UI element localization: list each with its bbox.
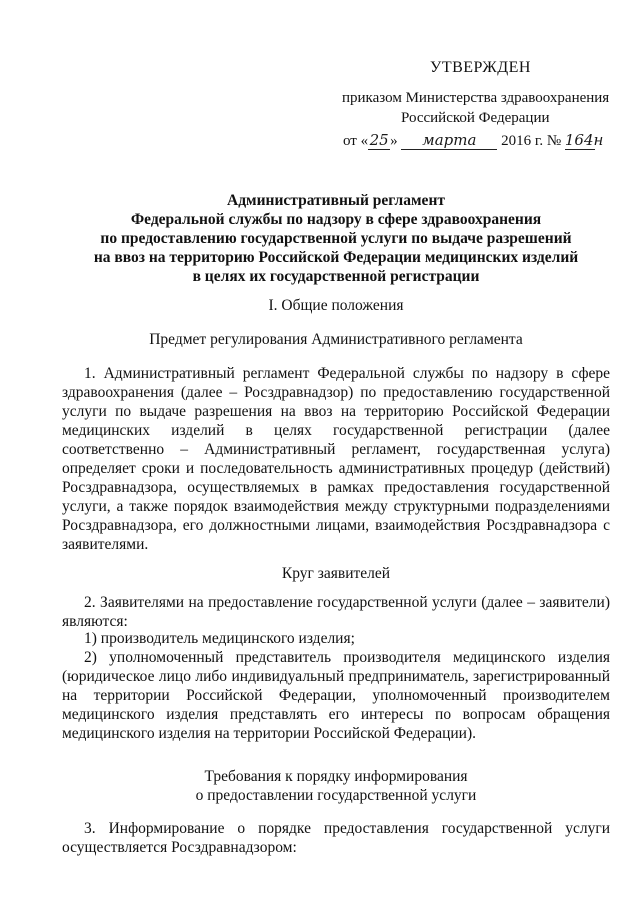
approval-ministry-line: приказом Министерства здравоохранения xyxy=(342,90,610,106)
title-line-4: на ввоз на территорию Российской Федерации медицинских изделий xyxy=(93,249,579,266)
date-day-handwritten: 25 xyxy=(369,131,389,149)
title-line-1: Административный регламент xyxy=(227,192,445,209)
heading-informing-line-1: Требования к порядку информирования xyxy=(204,768,468,785)
approval-heading: УТВЕРЖДЕН xyxy=(430,59,531,76)
date-month-handwritten: марта xyxy=(401,131,497,150)
section-heading-general: I. Общие положения xyxy=(268,297,404,314)
paragraph-2: 2. Заявителями на предоставление государственной услуги (далее – заявители) являются: xyxy=(62,594,610,630)
title-line-3: по предоставлению государственной услуги по выдаче разрешений xyxy=(100,230,572,247)
order-number-handwritten: 164н xyxy=(564,131,604,149)
date-mid: » xyxy=(390,133,398,149)
heading-informing-line-2: о предоставлении государственной услуги xyxy=(195,787,477,804)
title-line-5: в целях их государственной регистрации xyxy=(192,268,480,285)
document-title xyxy=(62,191,610,286)
paragraph-3: 3. Информирование о порядке предоставления государственной услуги осуществляется Росздравнадзором: xyxy=(62,820,610,856)
approval-date-line xyxy=(330,131,620,151)
title-line-2: Федеральной службы по надзору в сфере здравоохранения xyxy=(130,211,542,228)
heading-informing xyxy=(62,767,610,805)
date-year: 2016 г. № xyxy=(501,133,562,149)
date-prefix: от « xyxy=(343,133,369,149)
paragraph-1: 1. Административный регламент Федеральной службы по надзору в сфере здравоохранения (далее – Росздравнадзор) по предоставлению государственной услуги по выдаче разрешения на ввоз на территорию Российской Федерации медицинских изделий в целях государственной регистрации (далее соответственно – Административный регламент, государственная услуга) определяет сроки и последовательность административных процедур (действий) Росздравнадзора, осуществляемых в рамках предоставления государственной услуги, а также порядок взаимодействия между структурными подразделениями Росздравнадзора, его должностными лицами, взаимодействия Росздравнадзора с заявителями. xyxy=(62,365,610,553)
heading-applicants: Круг заявителей xyxy=(281,565,391,582)
list-item-1: 1) производитель медицинского изделия; xyxy=(84,630,355,647)
approval-federation-line: Российской Федерации xyxy=(401,110,550,126)
subheading-subject: Предмет регулирования Административного регламента xyxy=(149,331,523,348)
list-item-2: 2) уполномоченный представитель производителя медицинского изделия (юридическое лицо либо индивидуальный предприниматель, зарегистрированный на территории Российской Федерации, уполномоченный производителем медицинского изделия представлять его интересы по вопросам обращения медицинского изделия на территории Российской Федерации). xyxy=(62,649,610,742)
approval-stamp-block xyxy=(330,58,620,151)
